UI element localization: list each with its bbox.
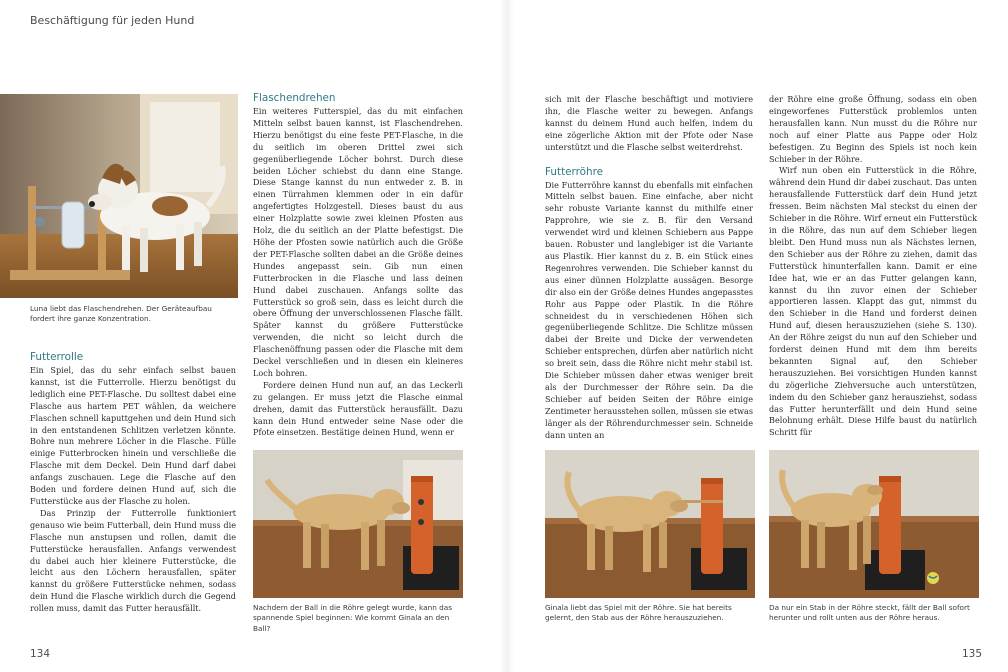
futterrolle-paragraph-2: Das Prinzip der Futterrolle funktioniert genauso wie beim Futterball, dein Hund muss die Flasche nun anstupsen und rollen, damit die Futterstücke herausfallen. Anfangs verwendest du dabei auch hier kleinere Futterstücke, die leicht aus den Löchern herausfallen, später kannst du größere Futterstücke nehmen, sodass dein Hund die Flasche wirklich durch die Gegend rollen muss, damit das Futter herausfällt. [30,507,236,614]
page-number-right: 135 [962,648,983,660]
caption-luna: Luna liebt das Flaschendrehen. Der Geräteaufbau fordert ihre ganze Konzentration. [30,304,212,324]
col4-paragraph-1: der Röhre eine große Öffnung, sodass ein oben eingeworfenes Futterstück problemlos unten herausfallen kann. Nun musst du die Röhre nur noch auf einer Platte aus Pappe oder Holz befestigen. Zu Beginn des Spiels ist noch kein Schieber in der Röhre. [769,94,977,164]
photo-luna-flaschendrehen [0,94,238,298]
caption-ball-unten: Da nur ein Stab in der Röhre steckt, fällt der Ball sofort herunter und rollt unten aus der Röhre heraus. [769,603,970,623]
column-futterroehre [545,94,753,441]
page-number-left: 134 [30,648,51,660]
flaschendrehen-paragraph-1: Ein weiteres Futterspiel, das du mit einfachen Mitteln selbst bauen kannst, ist Flaschendrehen. Hierzu benötigst du eine feste PET-Flasche, in die du seitlich im oberen Drittel zwei sich gegenüberliegende Löcher bohrst. Durch diese beiden Löcher schiebst du dann eine Stange. Diese Stange kannst du nun entweder z. B. in einen Türrahmen klemmen oder in ein dafür angefertigtes Holzgestell. Dieses baust du aus einer Holzplatte sowie zwei kleinen Pfosten aus Holz, die du seitlich an der Platte befestigst. Die Höhe der Pfosten sowie natürlich auch die Größe der PET-Flasche sollten dabei an die Größe deines Hundes angepasst sein. Gib nun einen Futterbrocken in die Flasche und lass deinen Hund dabei zuschauen. Anfangs sollte das Futterstück so groß sein, dass es leicht durch die obere Öffnung der unverschlossenen Flasche fällt. Später kannst du größere Futterstücke verwenden, die nicht so leicht durch die Flaschenöffnung passen oder die Flasche mit dem Deckel verschließen und in diesen ein kleineres Loch bohren. [253,106,463,378]
photo-ginala-ball-roehre [253,450,463,598]
flaschendrehen-paragraph-2: Fordere deinen Hund nun auf, an das Leckerli zu gelangen. Er muss jetzt die Flasche einmal drehen, damit das Futterstück herausfällt. Dazu kann dein Hund entweder seine Nase oder die Pfote einsetzen. Bestätige deinen Hund, wenn er [253,379,463,438]
caption-stab: Ginala liebt das Spiel mit der Röhre. Sie hat bereits gelernt, den Stab aus der Röhre herauszuziehen. [545,603,732,623]
heading-futterroehre: Futterröhre [545,165,604,178]
running-head: Beschäftigung für jeden Hund [30,14,195,27]
column-flaschendrehen [253,92,463,439]
heading-futterrolle: Futterrolle [30,351,84,363]
page-gutter [500,0,514,672]
futterroehre-paragraph-1: Die Futterröhre kannst du ebenfalls mit einfachen Mitteln selbst bauen. Eine einfache, aber nicht sehr robuste Variante kannst du mithilfe einer Papprohre, wie sie z. B. für den Versand verwendet wird und kleinen Schiebern aus Pappe bauen. Robuster und langlebiger ist die Variante aus Plastik. Hier kannst du z. B. ein Stück eines Regenrohres verwenden. Die Schieber kannst du aus einer dünnen Holzplatte aussägen. Besorge dir also ein der Größe deines Hundes angepasstes Rohr aus Pappe oder Plastik. In die Röhre schneidest du in verschiedenen Höhen sich gegenüberliegende Schlitze. Die Schlitze müssen dabei der Breite und Dicke der verwendeten Schieber entsprechen, dürfen aber natürlich nicht so breit sein, dass die Röhre nicht mehr stabil ist. Die Schieber müssen daher etwas weniger breit als der Durchmesser der Röhre sein. Da die Schieber auf beiden Seiten der Röhre einige Zentimeter herausstehen sollen, müssen sie etwas länger als der Röhrendurchmesser sein. Schneide dann unten an [545,179,753,440]
col4-paragraph-2: Wirf nun oben ein Futterstück in die Röhre, während dein Hund dir dabei zuschaut. Das unten herausfallende Futterstück darf dein Hund jetzt fressen. Beim nächsten Mal steckst du einen der Schieber in die Röhre. Wirf erneut ein Futterstück in die Röhre, das nun auf dem Schieber liegen bleibt. Den Hund muss nun als Nächstes lernen, den Schieber aus der Röhre zu ziehen, damit das Futterstück hinunterfallen kann. Damit er eine Idee hat, wie er an das Futter gelangen kann, kannst du ihn zuvor einen der Schieber apportieren lassen. Klappt das gut, nimmst du den Schieber in die Hand und forderst deinen Hund auf, diesen herauszuziehen (siehe S. 130). An der Röhre zeigst du nun auf den Schieber und forderst deinen Hund mit dem ihm bereits bekannten Signal auf, den Schieber herauszuziehen. Bei vorsichtigen Hunden kannst du zögerliche Ziehversuche auch unterstützen, indem du den Schieber ganz herausziehst, sodass das Futter herunterfällt und dein Hund seine Belohnung erhält. Diese Hilfe baust du natürlich Schritt für [769,165,977,438]
column-futterrolle [30,351,236,615]
photo-ball-faellt [769,450,979,598]
photo-ginala-stab [545,450,755,598]
column-4 [769,94,977,439]
futterrolle-paragraph-1: Ein Spiel, das du sehr einfach selbst bauen kannst, ist die Futterrolle. Hierzu benötigst du lediglich eine PET-Flasche. Du solltest dabei eine Flasche aus hartem PET wählen, da weichere Flaschen schnell kaputtgehen und dein Hund sich in den entstandenen Schlitzen verletzen könnte. Bohre nun mehrere Löcher in die Flasche. Fülle einige Futterbrocken hinein und verschließe die Flasche mit dem Deckel. Dein Hund darf dabei anfangs zuschauen. Lege die Flasche auf den Boden und fordere deinen Hund auf, sich die Futterstücke aus der Flasche zu holen. [30,365,236,506]
heading-flaschendrehen: Flaschendrehen [253,92,336,104]
flaschendrehen-continuation: sich mit der Flasche beschäftigt und motiviere ihn, die Flasche weiter zu bewegen. Anfangs kannst du deinem Hund auch helfen, indem du eine zögerliche Aktion mit der Pfote oder Nase unterstützt und die Flasche selbst weiterdrehst. [545,94,753,152]
caption-ball: Nachdem der Ball in die Röhre gelegt wurde, kann das spannende Spiel beginnen: Wie kommt Ginala an den Ball? [253,603,453,633]
